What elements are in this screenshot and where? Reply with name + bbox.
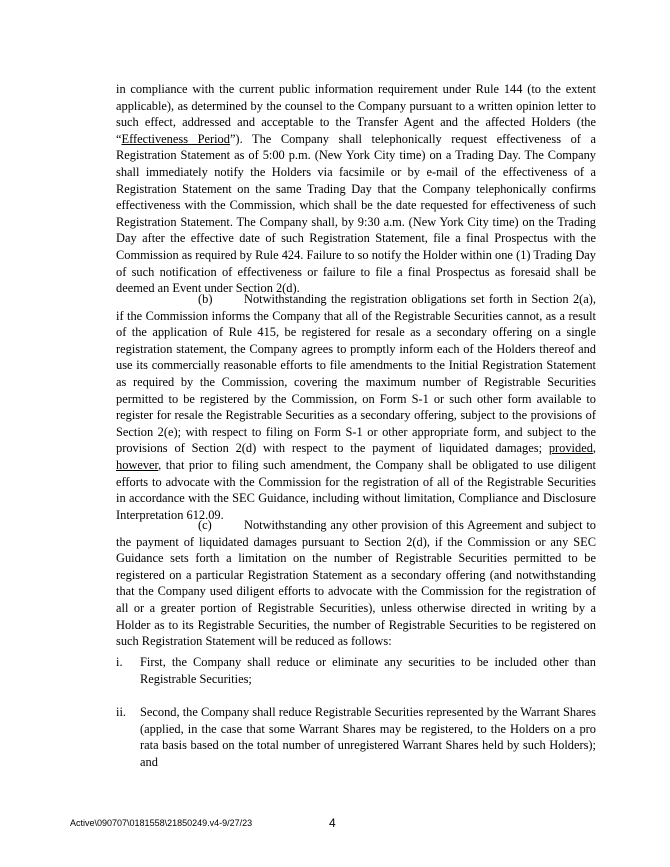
list-item-text: Second, the Company shall reduce Registrable Securities represented by the Warrant Shares (applied, in the case that some Warrant Shares may be registered, to the Holders on a pro rata basis based on the total number of unregistered Warrant Shares held by such Holders); and xyxy=(140,705,596,769)
paragraph-label: (b) xyxy=(198,292,213,306)
paragraph-text: ”). The Company shall telephonically request effectiveness of a Registration Statement as of 5:00 p.m. (New York City time) on a Trading Day. The Company shall immediately notify the Holders via facsimile or by e-mail of the effectiveness of a Registration Statement on the same Trading Day that the Company telephonically confirms effectiveness with the Commission, which shall be the date requested for effectiveness of such Registration Statement. The Company shall, by 9:30 a.m. (New York City time) on the Trading Day after the effective date of such Registration Statement, file a final Prospectus with the Commission as required by Rule 424. Failure to so notify the Holder within one (1) Trading Day of such notification of effectiveness or failure to file a final Prospectus as foresaid shall be deemed an Event under Section 2(d). xyxy=(116,131,596,296)
paragraph-text: in compliance with the current public information requirement under Rule 144 (to the extent applicable), as determined by the counsel to the Company pursuant to a written opinion letter to such effect, addressed and acceptable to the Transfer Agent and the affected Holders (the “ xyxy=(116,82,596,146)
document-id: Active\090707\0181558\21850249.v4-9/27/23 xyxy=(70,818,253,828)
paragraph-a-continuation xyxy=(116,81,596,297)
list-item-text: First, the Company shall reduce or eliminate any securities to be included other than Registrable Securities; xyxy=(140,655,596,686)
paragraph-text: , that prior to filing such amendment, the Company shall be obligated to use diligent efforts to advocate with the Commission for the registration of all of the Registrable Securities in accordance with the SEC Guidance, including without limitation, Compliance and Disclosure Interpretation 612.09. xyxy=(116,457,596,522)
list-item-number: ii. xyxy=(116,705,126,719)
list-item-number: i. xyxy=(116,655,123,669)
underlined-term-however: however xyxy=(116,457,159,472)
paragraph-text: Notwithstanding any other provision of this Agreement and subject to the payment of liquidated damages pursuant to Section 2(d), if the Commission or any SEC Guidance sets forth a limitation on the number of Registrable Securities permitted to be registered on a particular Registration Statement as a secondary offering (and notwithstanding that the Company used diligent efforts to advocate with the Commission for the registration of all or a greater portion of Registrable Securities), unless otherwise directed in writing by a Holder as to its Registrable Securities, the number of Registrable Securities to be registered on such Registration Statement will be reduced as follows: xyxy=(116,518,596,649)
paragraph-label: (c) xyxy=(198,518,212,532)
list-item xyxy=(116,704,596,770)
page-number: 4 xyxy=(329,816,336,830)
list-item xyxy=(116,654,596,687)
paragraph-text: Notwithstanding the registration obligations set forth in Section 2(a), if the Commission informs the Company that all of the Registrable Securities cannot, as a result of the application of Rule 415, be registered for resale as a secondary offering on a single registration statement, the Company agrees to promptly inform each of the Holders thereof and use its commercially reasonable efforts to file amendments to the Initial Registration Statement as required by the Commission, covering the maximum number of Registrable Securities permitted to be registered by the Commission, on Form S-1 or such other form available to register for resale the Registrable Securities as a secondary offering, subject to the provisions of Section 2(e); with respect to filing on Form S-1 or other appropriate form, and subject to the provisions of Section 2(d) with respect to the payment of liquidated damages; xyxy=(116,292,596,456)
paragraph-text: , xyxy=(592,441,596,456)
underlined-term-provided: provided xyxy=(548,441,593,456)
defined-term: Effectiveness Period xyxy=(121,131,230,146)
paragraph-b xyxy=(116,291,596,523)
paragraph-c xyxy=(116,517,596,650)
